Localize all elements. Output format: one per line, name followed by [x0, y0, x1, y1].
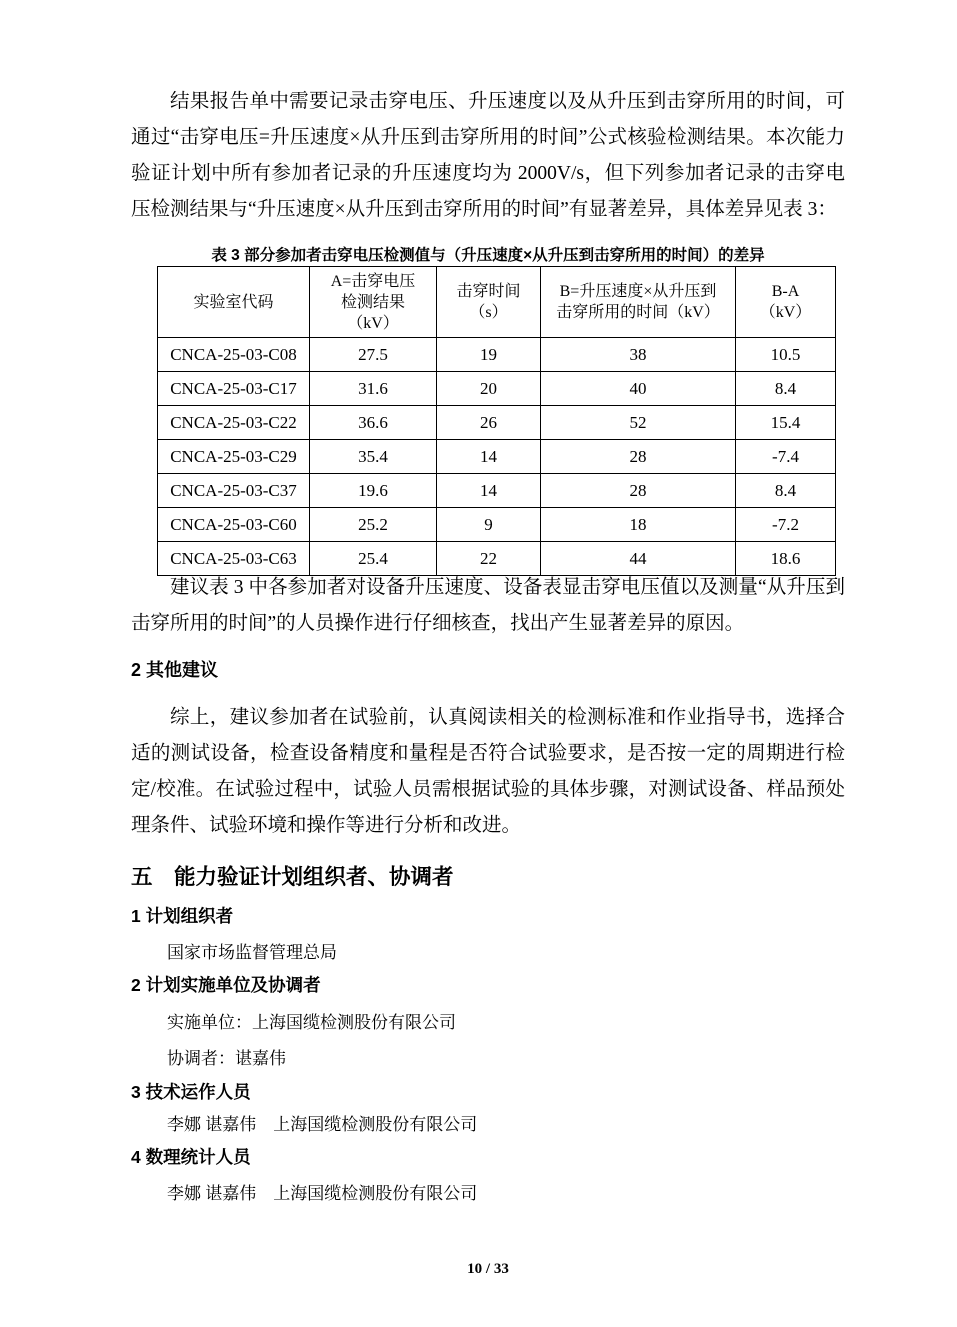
- cell-lab-code: CNCA-25-03-C22: [158, 406, 310, 440]
- cell-b-minus-a: 8.4: [736, 372, 836, 406]
- text-implementer: 实施单位：上海国缆检测股份有限公司: [167, 1013, 456, 1032]
- cell-a-value: 19.6: [310, 474, 437, 508]
- heading-plan-organizer: 1 计划组织者: [131, 906, 234, 926]
- cell-a-value: 25.2: [310, 508, 437, 542]
- page-number: 10 / 33: [467, 1261, 509, 1277]
- table-row: [158, 508, 836, 542]
- header-line: B-A: [771, 283, 800, 300]
- paragraph-result-check: 结果报告单中需要记录击穿电压、升压速度以及从升压到击穿所用的时间，可通过“击穿电压=升压速度×从升压到击穿所用的时间”公式核验检测结果。本次能力验证计划中所有参加者记录的升压速度均为 2000V/s，但下列参加者记录的击穿电压检测结果与“升压速度×从升压到击穿所用的时间”有显著差异，具体差异见表 3：: [131, 91, 845, 220]
- cell-time: 26: [437, 406, 541, 440]
- cell-b-value: 40: [541, 372, 736, 406]
- cell-time: 14: [437, 440, 541, 474]
- header-line: A=击穿电压: [330, 272, 416, 290]
- paragraph-summary-advice: 综上，建议参加者在试验前，认真阅读相关的检测标准和作业指导书，选择合适的测试设备，检查设备精度和量程是否符合试验要求，是否按一定的周期进行检定/校准。在试验过程中，试验人员需根据试验的具体步骤，对测试设备、样品预处理条件、试验环境和操作等进行分析和改进。: [131, 707, 845, 836]
- header-line: B=升压速度×从升压到: [559, 283, 717, 300]
- cell-b-value: 44: [541, 542, 736, 576]
- cell-a-value: 36.6: [310, 406, 437, 440]
- table3-header-lab-code: [158, 267, 310, 338]
- heading-implementing-unit: 2 计划实施单位及协调者: [131, 975, 321, 995]
- cell-a-value: 35.4: [310, 440, 437, 474]
- cell-a-value: 25.4: [310, 542, 437, 576]
- heading-section5-organizers: 五 能力验证计划组织者、协调者: [131, 865, 454, 889]
- text-technical-staff: 李娜 谌嘉伟 上海国缆检测股份有限公司: [167, 1115, 478, 1134]
- table3-header-b-minus-a: [736, 267, 836, 338]
- heading-other-suggestions: 2 其他建议: [131, 660, 219, 680]
- cell-time: 20: [437, 372, 541, 406]
- table3-header-row: [158, 267, 836, 338]
- table3-header-a-breakdown-voltage: [310, 267, 437, 338]
- header-line: 检测结果: [340, 293, 405, 311]
- cell-b-value: 28: [541, 440, 736, 474]
- text-organizer-name: 国家市场监督管理总局: [167, 943, 337, 962]
- table3-caption: 表 3 部分参加者击穿电压检测值与（升压速度×从升压到击穿所用的时间）的差异: [211, 247, 765, 264]
- header-line: （s）: [469, 304, 508, 321]
- cell-b-minus-a: 18.6: [736, 542, 836, 576]
- cell-b-value: 38: [541, 338, 736, 372]
- cell-a-value: 31.6: [310, 372, 437, 406]
- text-statistics-staff: 李娜 谌嘉伟 上海国缆检测股份有限公司: [167, 1184, 478, 1203]
- table3-header-b-product: [541, 267, 736, 338]
- header-line: （kV）: [759, 304, 812, 321]
- cell-b-value: 52: [541, 406, 736, 440]
- cell-a-value: 27.5: [310, 338, 437, 372]
- table-row: [158, 474, 836, 508]
- header-line: 实验室代码: [193, 293, 274, 311]
- header-line: 击穿时间: [456, 283, 521, 300]
- table-row: [158, 372, 836, 406]
- header-line: 击穿所用的时间（kV）: [556, 304, 720, 321]
- cell-lab-code: CNCA-25-03-C17: [158, 372, 310, 406]
- paragraph-table3-suggestion: 建议表 3 中各参加者对设备升压速度、设备表显击穿电压值以及测量“从升压到击穿所用的时间”的人员操作进行仔细核查，找出产生显著差异的原因。: [131, 577, 845, 634]
- table3-header-breakdown-time: [437, 267, 541, 338]
- cell-lab-code: CNCA-25-03-C63: [158, 542, 310, 576]
- cell-b-value: 28: [541, 474, 736, 508]
- table-row: [158, 440, 836, 474]
- cell-lab-code: CNCA-25-03-C37: [158, 474, 310, 508]
- cell-time: 19: [437, 338, 541, 372]
- heading-technical-staff: 3 技术运作人员: [131, 1082, 251, 1102]
- cell-lab-code: CNCA-25-03-C08: [158, 338, 310, 372]
- heading-statistics-staff: 4 数理统计人员: [131, 1147, 251, 1167]
- cell-time: 14: [437, 474, 541, 508]
- text-coordinator: 协调者：谌嘉伟: [167, 1049, 286, 1068]
- cell-b-minus-a: 8.4: [736, 474, 836, 508]
- cell-b-minus-a: -7.4: [736, 440, 836, 474]
- cell-b-minus-a: 15.4: [736, 406, 836, 440]
- cell-time: 22: [437, 542, 541, 576]
- cell-b-minus-a: -7.2: [736, 508, 836, 542]
- table-row: [158, 338, 836, 372]
- cell-b-minus-a: 10.5: [736, 338, 836, 372]
- table-row: [158, 406, 836, 440]
- cell-time: 9: [437, 508, 541, 542]
- cell-b-value: 18: [541, 508, 736, 542]
- cell-lab-code: CNCA-25-03-C29: [158, 440, 310, 474]
- cell-lab-code: CNCA-25-03-C60: [158, 508, 310, 542]
- table3: [157, 266, 836, 576]
- header-line: （kV）: [347, 314, 399, 332]
